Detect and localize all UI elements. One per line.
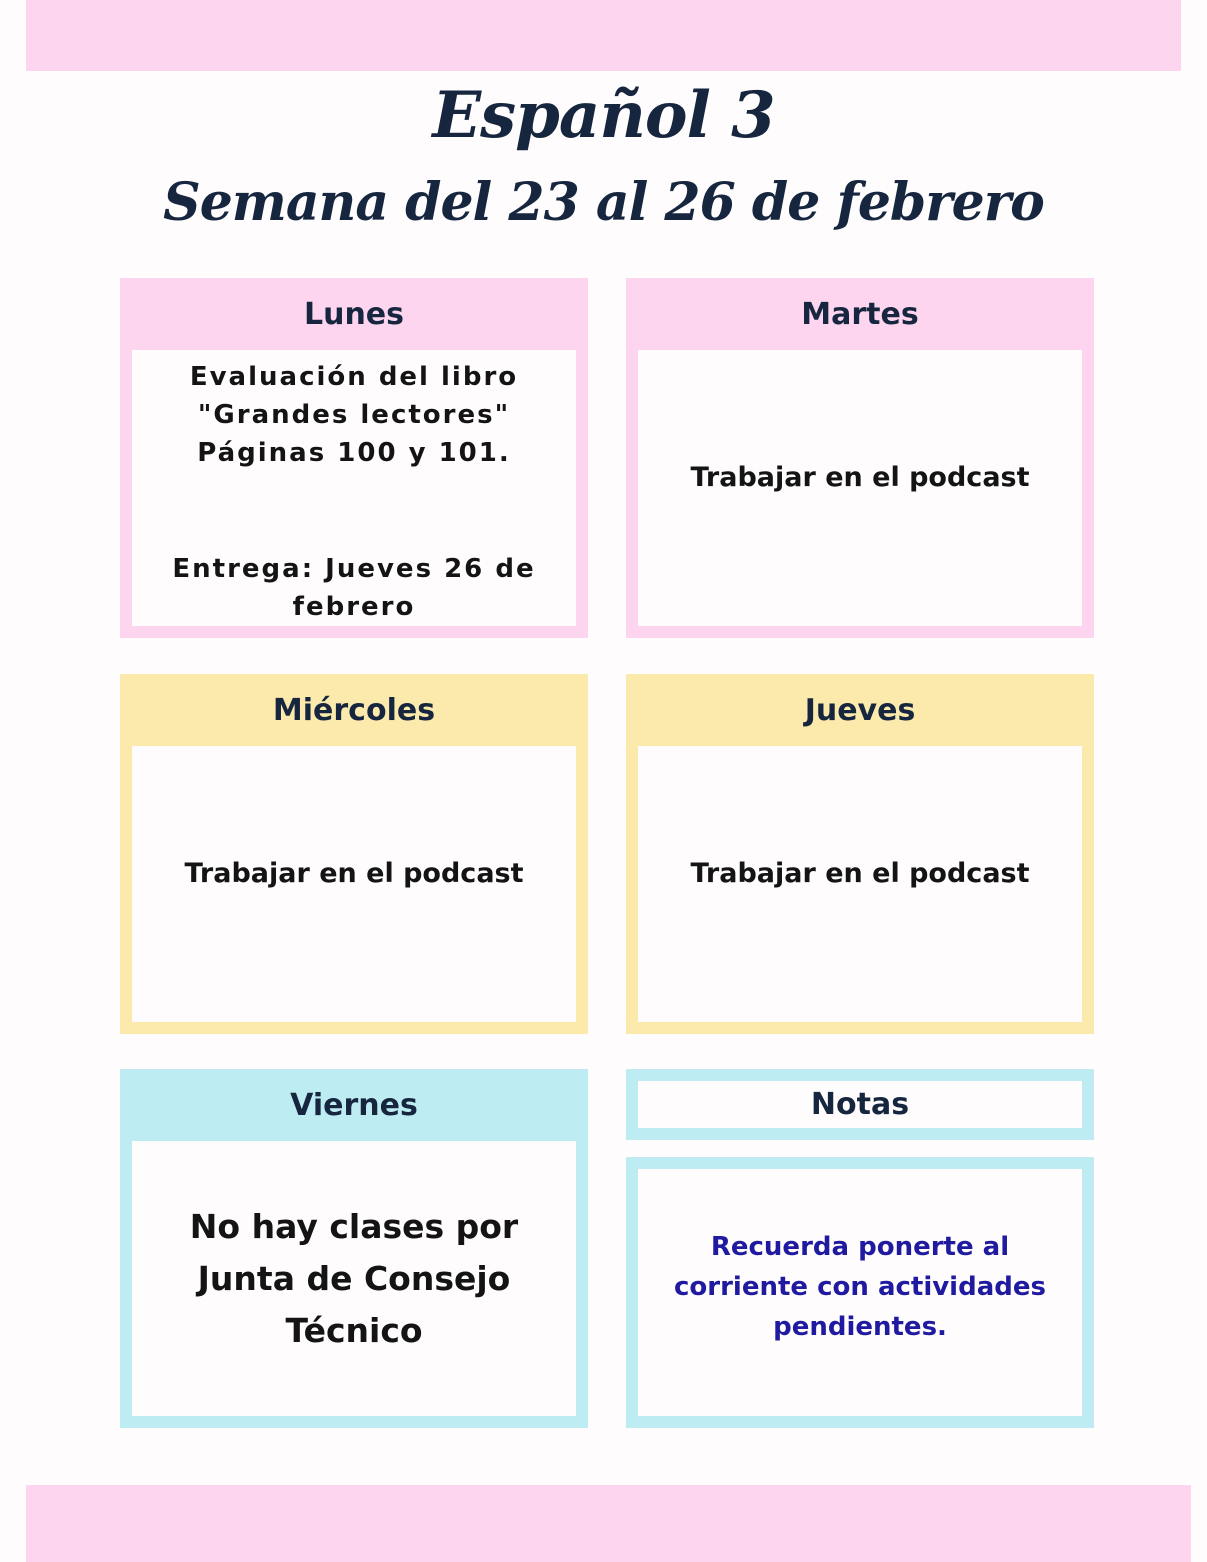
task-text: Trabajar en el podcast (184, 857, 524, 889)
task-text: Trabajar en el podcast (690, 857, 1030, 889)
day-card-miercoles (120, 674, 588, 1034)
notes-content (660, 1227, 1060, 1347)
day-card-lunes (120, 278, 588, 638)
day-content-jueves (638, 746, 1082, 1022)
notes-box (626, 1157, 1094, 1428)
delivery-line: Entrega: Jueves 26 de (172, 554, 536, 584)
bottom-decorative-band (26, 1485, 1191, 1562)
task-line: Evaluación del libro (189, 362, 519, 392)
task-line: Páginas 100 y 101. (197, 438, 511, 468)
note-line: corriente con actividades (674, 1271, 1046, 1302)
task-line: Junta de Consejo (197, 1258, 511, 1298)
day-content-martes (638, 350, 1082, 626)
delivery-line: febrero (292, 592, 416, 622)
note-line: Recuerda ponerte al (710, 1231, 1010, 1262)
notes-heading: Notas (626, 1069, 1094, 1140)
day-card-jueves (626, 674, 1094, 1034)
day-heading-lunes: Lunes (303, 296, 405, 332)
day-content-miercoles (132, 746, 576, 1022)
task-line: No hay clases por (189, 1206, 519, 1246)
top-decorative-band (26, 0, 1181, 71)
day-heading-miercoles: Miércoles (272, 692, 436, 728)
day-heading-viernes: Viernes (290, 1087, 418, 1123)
note-line: pendientes. (773, 1311, 947, 1342)
page-subtitle: Semana del 23 al 26 de febrero (163, 172, 1044, 233)
day-content-lunes (132, 350, 576, 626)
day-card-martes (626, 278, 1094, 638)
day-content-viernes (132, 1141, 576, 1416)
day-card-viernes (120, 1069, 588, 1428)
page-title: Español 3 (432, 78, 775, 153)
task-line: Técnico (285, 1310, 423, 1350)
day-heading-jueves: Jueves (804, 692, 916, 728)
day-heading-martes: Martes (801, 296, 919, 332)
task-text: Trabajar en el podcast (690, 461, 1030, 493)
task-line: "Grandes lectores" (197, 400, 511, 430)
